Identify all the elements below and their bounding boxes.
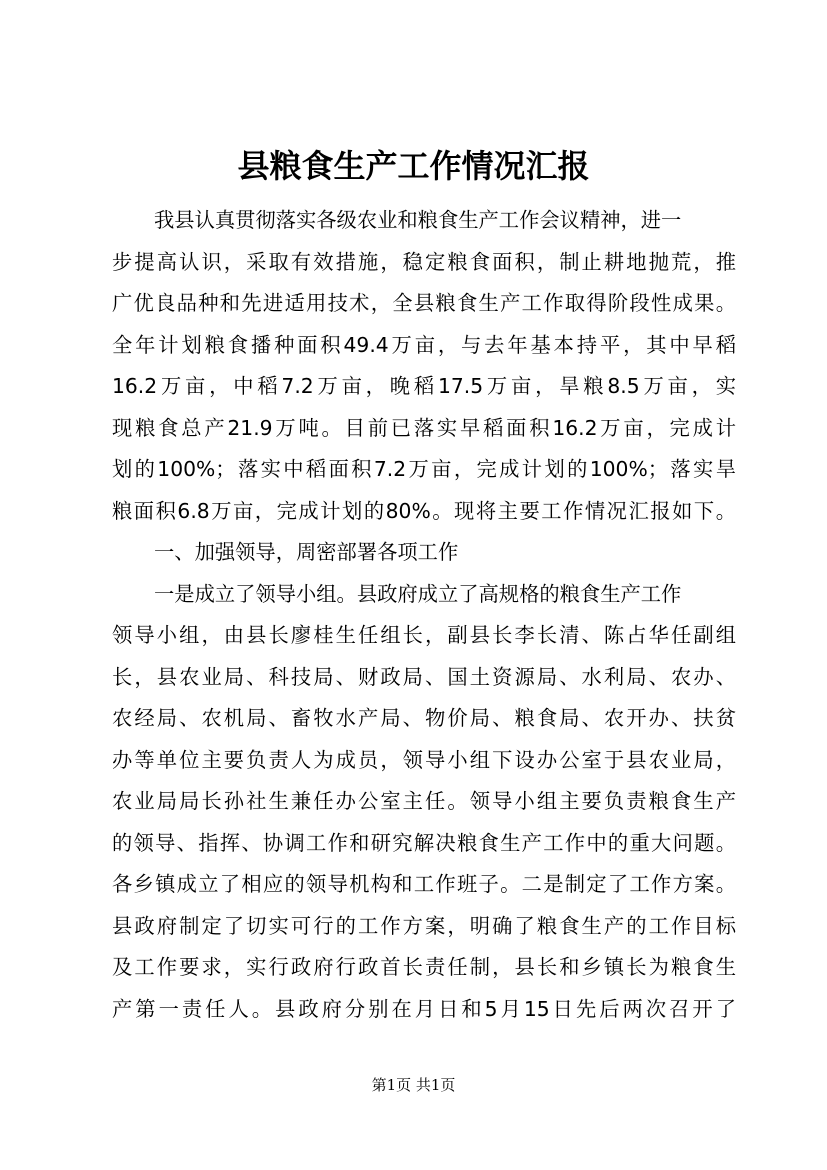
section-heading: 一、加强领导，周密部署各项工作: [154, 540, 459, 564]
body-line: 领导小组，由县长廖桂生任组长，副县长李长清、陈占华任副组: [112, 623, 736, 647]
body-line: 长，县农业局、科技局、财政局、国土资源局、水利局、农办、: [112, 664, 736, 689]
body-line: 步提高认识，采取有效措施，稳定粮食面积，制止耕地抛荒，推: [112, 249, 736, 274]
body-line: 划的100%；落实中稻面积7.2万亩，完成计划的100%；落实旱: [112, 457, 736, 481]
body-line: 粮面积6.8万亩，完成计划的80%。现将主要工作情况汇报如下。: [112, 498, 736, 523]
body-line: 一是成立了领导小组。县政府成立了高规格的粮食生产工作: [154, 581, 682, 606]
body-line: 现粮食总产21.9万吨。目前已落实早稻面积16.2万亩，完成计: [112, 415, 736, 440]
body-line: 农经局、农机局、畜牧水产局、物价局、粮食局、农开办、扶贫: [112, 706, 736, 730]
document-title: 县粮食生产工作情况汇报: [237, 147, 590, 185]
body-line: 我县认真贯彻落实各级农业和粮食生产工作会议精神，进一: [154, 208, 682, 232]
body-line: 办等单位主要负责人为成员，领导小组下设办公室于县农业局，: [112, 747, 736, 772]
body-line: 产第一责任人。县政府分别在月日和5月15日先后两次召开了: [112, 996, 736, 1021]
body-line: 16.2万亩，中稻7.2万亩，晚稻17.5万亩，旱粮8.5万亩，实: [112, 374, 736, 398]
body-line: 农业局局长孙社生兼任办公室主任。领导小组主要负责粮食生产: [112, 789, 736, 813]
page-footer: 第1页 共1页: [371, 1076, 456, 1094]
document-body: [112, 200, 736, 1030]
body-line: 各乡镇成立了相应的领导机构和工作班子。二是制定了工作方案。: [112, 872, 736, 896]
body-line: 及工作要求，实行政府行政首长责任制，县长和乡镇长为粮食生: [112, 955, 736, 979]
body-line: 县政府制定了切实可行的工作方案，明确了粮食生产的工作目标: [112, 913, 736, 938]
body-line: 全年计划粮食播种面积49.4万亩，与去年基本持平，其中早稻: [112, 332, 736, 357]
body-line: 广优良品种和先进适用技术，全县粮食生产工作取得阶段性成果。: [112, 291, 736, 315]
body-line: 的领导、指挥、协调工作和研究解决粮食生产工作中的重大问题。: [112, 830, 736, 855]
